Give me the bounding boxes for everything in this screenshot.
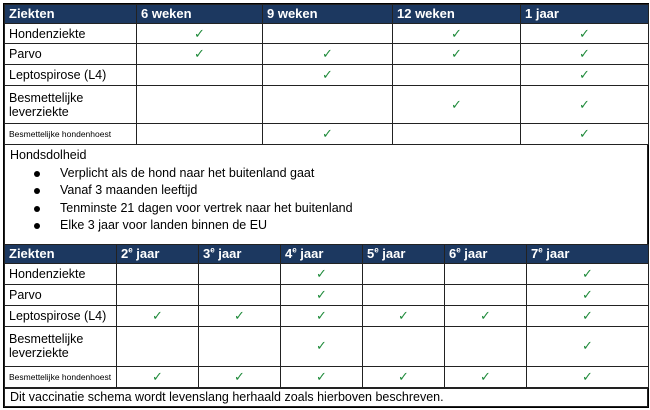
check-icon-cell — [445, 366, 527, 387]
check-icon-cell — [117, 366, 199, 387]
column-header: 1 jaar — [521, 5, 649, 24]
row-label: Leptospirose (L4) — [5, 305, 117, 326]
rabies-title: Hondsdolheid — [10, 148, 87, 162]
column-header — [363, 244, 445, 263]
rabies-item: Vanaf 3 maanden leeftijd — [60, 182, 642, 200]
check-icon: ✓ — [582, 338, 593, 353]
check-icon-cell — [527, 305, 649, 326]
check-icon-cell — [527, 284, 649, 305]
footer-note: Dit vaccinatie schema wordt levenslang herhaald zoals hierboven beschreven. — [4, 388, 648, 407]
row-label: Hondenziekte — [5, 263, 117, 284]
table-row — [5, 65, 649, 86]
check-icon-cell — [263, 65, 393, 86]
header-ordinal: e — [374, 245, 379, 255]
header-number: 3 — [203, 245, 211, 261]
empty-cell — [445, 326, 527, 366]
header-ordinal: e — [538, 245, 543, 255]
row-label: Besmettelijke leverziekte — [5, 326, 117, 366]
check-icon-cell — [281, 305, 363, 326]
empty-cell — [137, 65, 263, 86]
table-row — [5, 86, 649, 124]
row-label: Besmettelijke hondenhoest — [5, 124, 137, 145]
check-icon-cell — [281, 326, 363, 366]
empty-cell — [199, 284, 281, 305]
check-icon: ✓ — [194, 46, 205, 61]
check-icon-cell — [199, 305, 281, 326]
empty-cell — [117, 263, 199, 284]
header-ordinal: e — [456, 245, 461, 255]
check-icon-cell — [363, 366, 445, 387]
check-icon: ✓ — [316, 338, 327, 353]
table-row — [5, 44, 649, 65]
check-icon-cell — [199, 366, 281, 387]
check-icon: ✓ — [579, 25, 590, 41]
check-icon: ✓ — [316, 265, 327, 281]
header-number: 7 — [531, 245, 539, 261]
header-text: jaar — [460, 245, 488, 261]
check-icon: ✓ — [234, 307, 245, 323]
table-row — [5, 305, 649, 326]
check-icon: ✓ — [234, 368, 245, 384]
row-label: Parvo — [5, 44, 137, 65]
check-icon: ✓ — [322, 67, 333, 82]
check-icon: ✓ — [579, 96, 590, 112]
check-icon-cell — [521, 124, 649, 145]
column-header — [199, 244, 281, 263]
check-icon: ✓ — [322, 126, 333, 141]
check-icon-cell — [393, 86, 521, 124]
column-header: Ziekten — [5, 5, 137, 24]
table-row — [5, 284, 649, 305]
header-number: 4 — [285, 245, 293, 261]
check-icon: ✓ — [582, 307, 593, 323]
check-icon-cell — [281, 366, 363, 387]
check-icon-cell — [117, 305, 199, 326]
check-icon: ✓ — [582, 368, 593, 384]
column-header — [5, 244, 117, 263]
empty-cell — [393, 124, 521, 145]
schedule-table-later-years — [4, 244, 649, 388]
header-ordinal: e — [128, 245, 133, 255]
table-row — [5, 24, 649, 44]
column-header: 6 weken — [137, 5, 263, 24]
header-text: Ziekten — [9, 245, 55, 261]
empty-cell — [445, 284, 527, 305]
check-icon-cell — [521, 86, 649, 124]
check-icon-cell — [281, 284, 363, 305]
column-header — [445, 244, 527, 263]
check-icon-cell — [137, 44, 263, 65]
check-icon: ✓ — [451, 96, 462, 112]
row-label: Hondenziekte — [5, 24, 137, 44]
check-icon: ✓ — [398, 368, 409, 384]
header-ordinal: e — [210, 245, 215, 255]
check-icon-cell — [521, 44, 649, 65]
vaccination-schedule — [3, 3, 649, 408]
table-row — [5, 366, 649, 387]
check-icon-cell — [263, 124, 393, 145]
empty-cell — [363, 263, 445, 284]
column-header — [117, 244, 199, 263]
check-icon-cell — [281, 263, 363, 284]
check-icon: ✓ — [316, 307, 327, 323]
check-icon: ✓ — [194, 25, 205, 41]
schedule-table-first-year — [4, 4, 649, 145]
empty-cell — [393, 65, 521, 86]
column-header: 12 weken — [393, 5, 521, 24]
check-icon-cell — [393, 24, 521, 44]
row-label: Besmettelijke leverziekte — [5, 86, 137, 124]
check-icon: ✓ — [398, 307, 409, 323]
empty-cell — [117, 284, 199, 305]
check-icon-cell — [521, 65, 649, 86]
check-icon-cell — [527, 326, 649, 366]
header-number: 6 — [449, 245, 457, 261]
empty-cell — [199, 326, 281, 366]
empty-cell — [263, 24, 393, 44]
row-label: Leptospirose (L4) — [5, 65, 137, 86]
empty-cell — [363, 326, 445, 366]
column-header: 9 weken — [263, 5, 393, 24]
check-icon: ✓ — [152, 307, 163, 323]
check-icon: ✓ — [316, 368, 327, 384]
header-text: jaar — [132, 245, 160, 261]
table-row — [5, 124, 649, 145]
check-icon: ✓ — [579, 46, 590, 61]
check-icon: ✓ — [579, 126, 590, 141]
header-text: jaar — [214, 245, 242, 261]
header-row — [5, 244, 649, 263]
header-text: jaar — [296, 245, 324, 261]
rabies-item: Tenminste 21 dagen voor vertrek naar het buitenland — [60, 200, 642, 218]
check-icon-cell — [137, 24, 263, 44]
row-label: Parvo — [5, 284, 117, 305]
rabies-section — [4, 145, 648, 238]
empty-cell — [137, 124, 263, 145]
check-icon-cell — [263, 44, 393, 65]
header-text: jaar — [378, 245, 406, 261]
empty-cell — [363, 284, 445, 305]
header-number: 2 — [121, 245, 129, 261]
header-row — [5, 5, 649, 24]
empty-cell — [263, 86, 393, 124]
check-icon-cell — [445, 305, 527, 326]
rabies-item: Elke 3 jaar voor landen binnen de EU — [60, 217, 642, 235]
check-icon: ✓ — [451, 46, 462, 61]
check-icon-cell — [527, 263, 649, 284]
column-header — [281, 244, 363, 263]
check-icon: ✓ — [316, 286, 327, 302]
header-ordinal: e — [292, 245, 297, 255]
empty-cell — [137, 86, 263, 124]
table-row — [5, 326, 649, 366]
check-icon: ✓ — [480, 307, 491, 323]
check-icon: ✓ — [480, 368, 491, 384]
header-number: 5 — [367, 245, 375, 261]
empty-cell — [199, 263, 281, 284]
column-header — [527, 244, 649, 263]
table-row — [5, 263, 649, 284]
check-icon-cell — [393, 44, 521, 65]
check-icon: ✓ — [582, 265, 593, 281]
check-icon: ✓ — [579, 67, 590, 82]
check-icon-cell — [527, 366, 649, 387]
row-label: Besmettelijke hondenhoest — [5, 366, 117, 387]
check-icon: ✓ — [322, 46, 333, 61]
rabies-list — [10, 165, 642, 235]
check-icon-cell — [363, 305, 445, 326]
check-icon-cell — [521, 24, 649, 44]
empty-cell — [445, 263, 527, 284]
check-icon: ✓ — [582, 286, 593, 302]
rabies-item: Verplicht als de hond naar het buitenland gaat — [60, 165, 642, 183]
check-icon: ✓ — [451, 25, 462, 41]
empty-cell — [117, 326, 199, 366]
check-icon: ✓ — [152, 368, 163, 384]
header-text: jaar — [542, 245, 570, 261]
